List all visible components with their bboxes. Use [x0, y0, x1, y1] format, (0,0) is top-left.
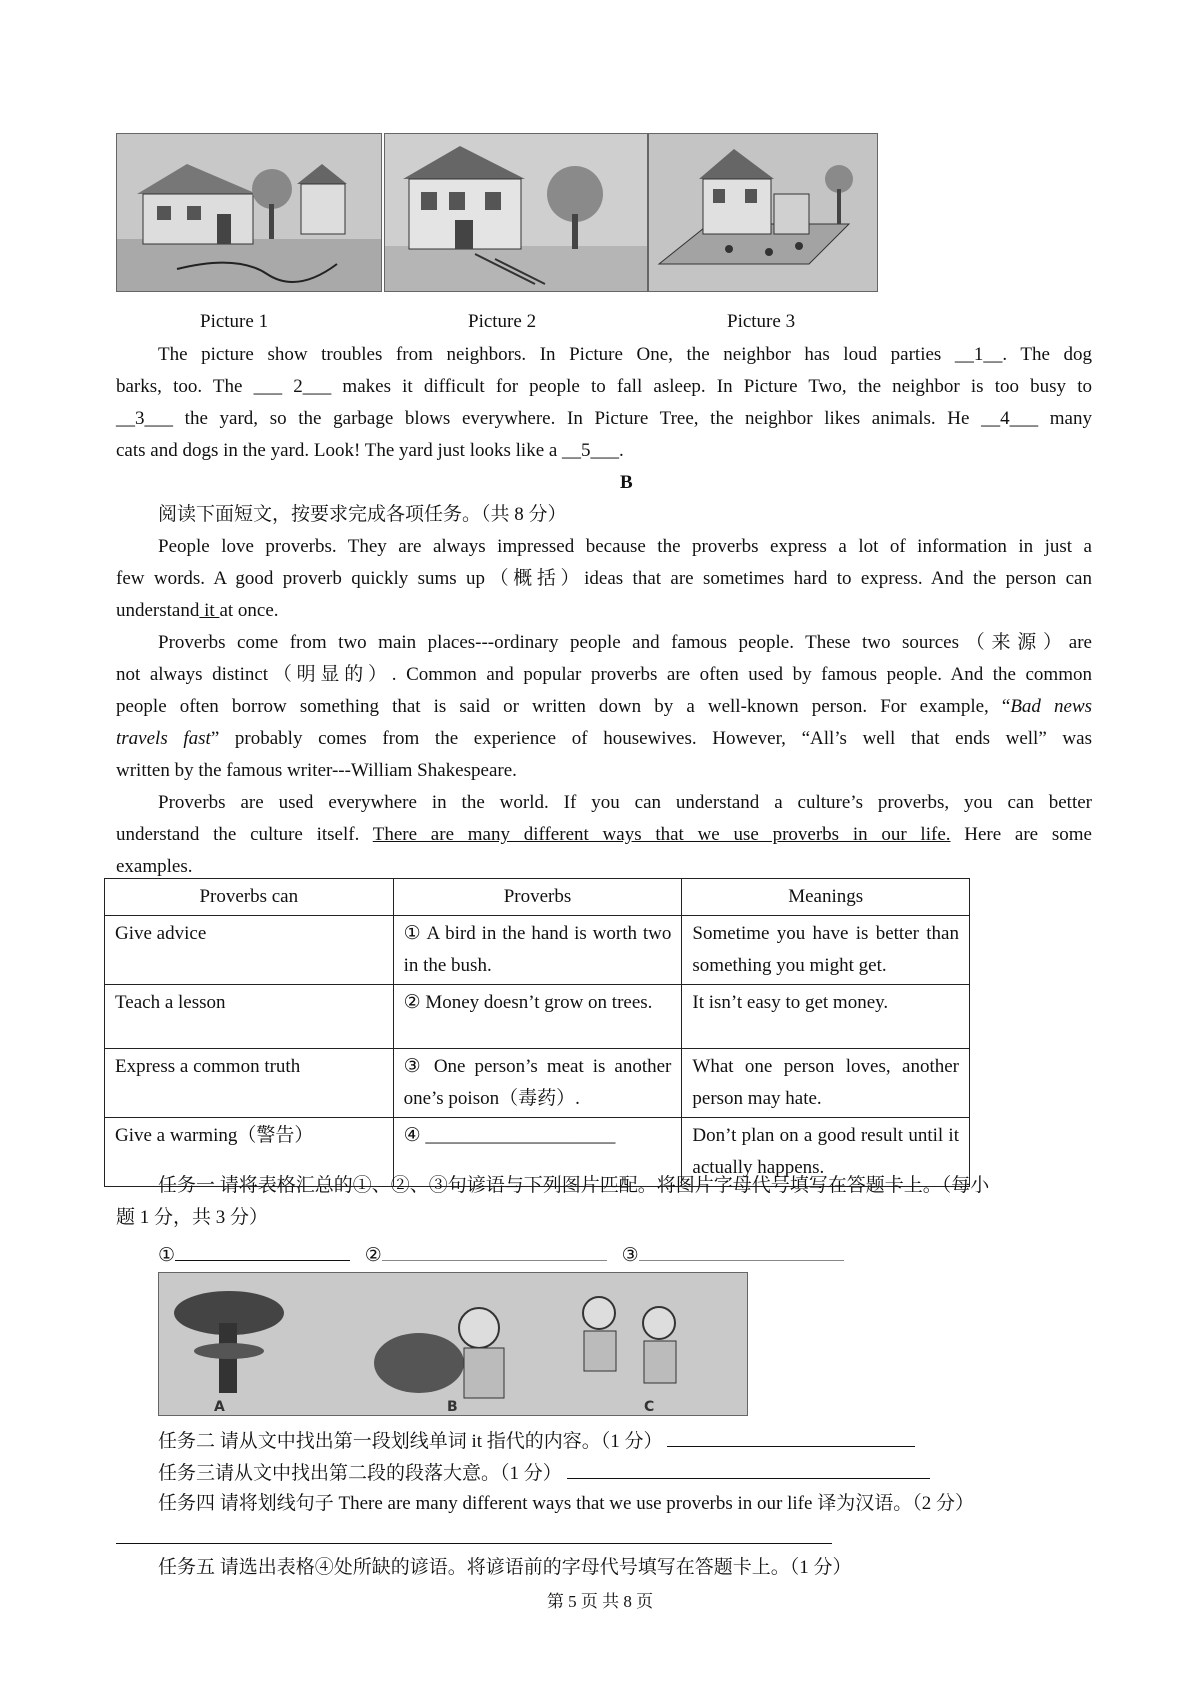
p3-line-2-end: Here are some: [950, 824, 1092, 845]
table-cell: Don’t plan on a good result until it actually happens.: [682, 1118, 970, 1187]
part-a-line-4: cats and dogs in the yard. Look! The yard just looks like a __5___.: [116, 440, 624, 461]
proverbs-table: [104, 878, 970, 1187]
table-cell: Teach a lesson: [105, 985, 394, 1049]
part-a-line-2: barks, too. The ___ 2___ makes it difficult for people to fall asleep. In Picture Two, the neighbor is too busy to: [116, 376, 1092, 397]
p3-line-1: Proverbs are used everywhere in the world. If you can understand a culture’s proverbs, you can better: [158, 792, 1092, 813]
p1-line-3-start: understand: [116, 600, 200, 621]
part-a-line-1: The picture show troubles from neighbors. In Picture One, the neighbor has loud parties __1__. The dog: [158, 344, 1092, 365]
table-cell-answer-blank: ④ ____________________: [393, 1118, 682, 1187]
answer-blank-2[interactable]: [382, 1238, 607, 1261]
p2-line-3: [116, 691, 1092, 723]
table-cell: It isn’t easy to get money.: [682, 985, 970, 1049]
picture-caption-2: Picture 2: [468, 311, 537, 332]
task-5-text: 任务五 请选出表格④处所缺的谚语。将谚语前的字母代号填写在答题卡上。（1 分）: [158, 1557, 852, 1578]
p2-line-3-start: people often borrow something that is said or written down by a well-known person. For example, “: [116, 696, 1011, 717]
p1-line-3-end: at once.: [219, 600, 279, 621]
task-1-answer-blanks: [116, 1238, 1134, 1272]
task-3-answer-blank[interactable]: [567, 1456, 930, 1479]
p1-line-2: few words. A good proverb quickly sums up（概括）ideas that are sometimes hard to express. And the person can: [116, 568, 1092, 589]
underlined-sentence: There are many different ways that we use proverbs in our life.: [372, 824, 951, 845]
p3-line-3: examples.: [116, 856, 193, 877]
p2-line-4: [116, 723, 1092, 755]
picture-caption-1: Picture 1: [200, 311, 269, 332]
table-cell: ① A bird in the hand is worth two in the bush.: [393, 916, 682, 985]
page-footer: 第 5 页 共 8 页: [546, 1592, 654, 1611]
table-cell: ② Money doesn’t grow on trees.: [393, 985, 682, 1049]
task-3-text: 任务三请从文中找出第二段的段落大意。（1 分）: [158, 1463, 562, 1484]
table-row: [105, 985, 970, 1049]
task-2: [116, 1424, 1134, 1458]
picture-label-a: A: [214, 1399, 225, 1415]
part-b-instruction: 阅读下面短文，按要求完成各项任务。（共 8 分）: [158, 504, 567, 525]
table-header: Proverbs: [393, 879, 682, 916]
picture-1-image: [116, 133, 382, 292]
task-2-answer-blank[interactable]: [667, 1424, 915, 1447]
table-cell: Sometime you have is better than something you might get.: [682, 916, 970, 985]
answer-marker-3: ③: [621, 1245, 639, 1266]
part-b-heading: B: [620, 472, 633, 493]
table-header: Meanings: [682, 879, 970, 916]
table-cell: ③ One person’s meat is another one’s poison（毒药）.: [393, 1049, 682, 1118]
answer-marker-1: ①: [158, 1245, 176, 1266]
answer-blank-1[interactable]: [175, 1238, 350, 1261]
p2-line-2: not always distinct（明显的）. Common and popular proverbs are often used by famous people. And the common: [116, 664, 1092, 685]
proverb-travels-fast: travels fast: [116, 728, 211, 749]
table-row: [105, 1049, 970, 1118]
picture-label-b: B: [447, 1399, 458, 1415]
picture-2-image: [384, 133, 648, 292]
p1-line-1: People love proverbs. They are always impressed because the proverbs express a lot of information in just a: [158, 536, 1092, 557]
task-1-pictures-image: [158, 1272, 748, 1416]
answer-blank-3[interactable]: [639, 1238, 844, 1261]
part-a-line-3: __3___ the yard, so the garbage blows everywhere. In Picture Tree, the neighbor likes animals. He __4___ many: [116, 408, 1092, 429]
table-header-row: [105, 879, 970, 916]
picture-label-c: C: [644, 1399, 655, 1415]
task-1-line-1: 任务一 请将表格汇总的①、②、③句谚语与下列图片匹配。将图片字母代号填写在答题卡上。（每小: [158, 1175, 990, 1196]
proverb-bad-news: Bad news: [1010, 696, 1093, 717]
task-1-line-2: 题 1 分，共 3 分）: [116, 1207, 269, 1228]
table-cell: Give advice: [105, 916, 394, 985]
p2-line-5: written by the famous writer---William Shakespeare.: [116, 760, 517, 781]
table-cell: Express a common truth: [105, 1049, 394, 1118]
p3-line-2-start: understand the culture itself.: [116, 824, 373, 845]
underlined-word-it: it: [199, 600, 220, 621]
task-2-text: 任务二 请从文中找出第一段划线单词 it 指代的内容。（1 分）: [158, 1431, 663, 1452]
table-row: [105, 916, 970, 985]
p2-line-1: Proverbs come from two main places---ordinary people and famous people. These two sources（来源）are: [158, 632, 1092, 653]
table-cell: What one person loves, another person may hate.: [682, 1049, 970, 1118]
table-cell: Give a warming（警告）: [105, 1118, 394, 1187]
task-4-text: 任务四 请将划线句子 There are many different ways that we use proverbs in our life 译为汉语。（2 分）: [158, 1493, 974, 1514]
picture-caption-3: Picture 3: [727, 311, 796, 332]
p2-line-4-end: ” probably comes from the experience of housewives. However, “All’s well that ends well” was: [210, 728, 1092, 749]
task-3: [116, 1456, 1134, 1490]
picture-3-image: [648, 133, 878, 292]
p1-line-3: [116, 595, 1092, 627]
answer-marker-2: ②: [364, 1245, 382, 1266]
table-header: Proverbs can: [105, 879, 394, 916]
p3-line-2: [116, 819, 1092, 851]
task-4-answer-line[interactable]: [116, 1543, 832, 1544]
